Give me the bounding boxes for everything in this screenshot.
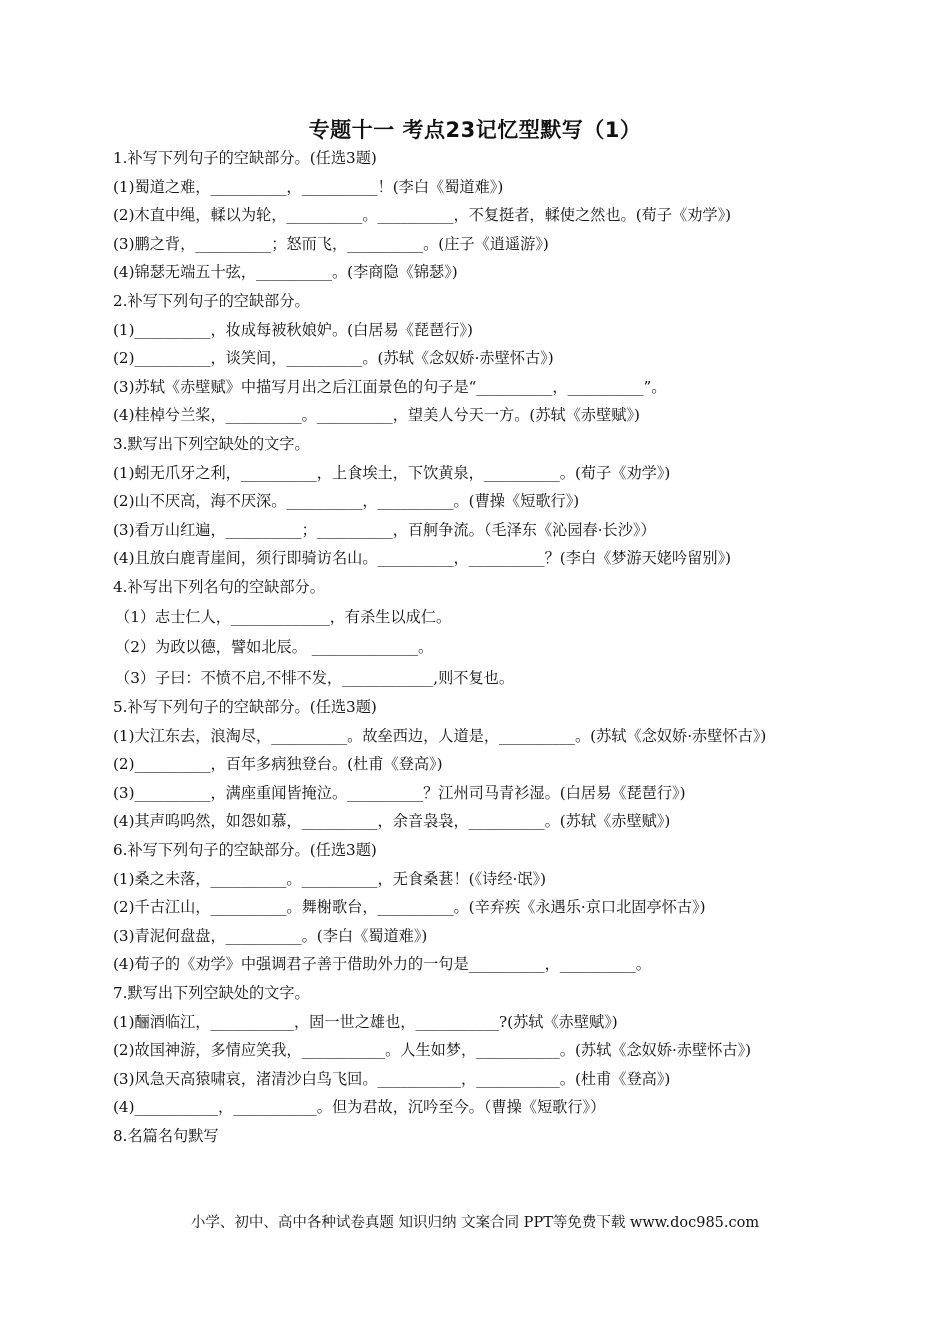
question-list — [113, 144, 843, 1151]
section-heading-3: 3.默写出下列空缺处的文字。 — [113, 434, 310, 453]
question-line: (2)故国神游，多情应笑我，___________。人生如梦，___________。(苏轼《念奴娇·赤壁怀古》) — [113, 1041, 752, 1060]
question-line: (2)__________，谈笑间，__________。(苏轼《念奴娇·赤壁怀古》) — [113, 349, 554, 368]
question-line: (2)__________，百年多病独登台。(杜甫《登高》) — [113, 755, 443, 774]
question-line: （1）志士仁人，_____________，有杀生以成仁。 — [115, 607, 452, 626]
question-line: (1)蜀道之难，__________，__________！(李白《蜀道难》) — [113, 177, 504, 196]
page-title: 专题十一 考点23记忆型默写（1） — [308, 118, 642, 142]
question-line: (1)蚓无爪牙之利，__________，上食埃土，下饮黄泉，__________。(荀子《劝学》) — [113, 463, 671, 482]
section-heading-5: 5.补写下列句子的空缺部分。(任选3题) — [113, 698, 377, 716]
footer-note: 小学、初中、高中各种试卷真题 知识归纳 文案合同 PPT等免费下载 www.doc985.com — [190, 1215, 760, 1231]
question-line: (1)__________，妆成每被秋娘妒。(白居易《琵琶行》) — [113, 320, 473, 339]
question-line: (4)锦瑟无端五十弦，__________。(李商隐《锦瑟》) — [113, 263, 458, 282]
question-line: (3)青泥何盘盘，__________。(李白《蜀道难》) — [113, 926, 428, 945]
question-line: （3）子曰：不愤不启,不悱不发，____________,则不复也。 — [115, 668, 515, 687]
question-line: (3)看万山红遍，__________；__________，百舸争流。（毛泽东《沁园春·长沙》） — [113, 520, 656, 539]
section-heading-4: 4.补写出下列名句的空缺部分。 — [113, 577, 325, 596]
section-heading-7: 7.默写出下列空缺处的文字。 — [113, 983, 310, 1002]
question-line: (1)大江东去，浪淘尽，__________。故垒西边，人道是，__________。(苏轼《念奴娇·赤壁怀古》) — [113, 726, 767, 745]
question-line: (3)风急天高猿啸哀，渚清沙白鸟飞回。___________，___________。(杜甫《登高》) — [113, 1069, 671, 1088]
question-line: (4)且放白鹿青崖间，须行即骑访名山。__________，__________？(李白《梦游天姥吟留别》) — [113, 549, 732, 568]
section-heading-2: 2.补写下列句子的空缺部分。 — [113, 291, 310, 310]
question-line: (2)木直中绳，輮以为轮，__________。__________，不复挺者，輮使之然也。(荀子《劝学》) — [113, 206, 732, 225]
question-line: (3)__________，满座重闻皆掩泣。__________？江州司马青衫湿。(白居易《琵琶行》) — [113, 783, 686, 802]
section-heading-8: 8.名篇名句默写 — [113, 1126, 219, 1145]
question-line: (1)桑之未落，__________。__________，无食桑葚！(《诗经·氓》) — [113, 869, 547, 888]
question-line: (3)苏轼《赤壁赋》中描写月出之后江面景色的句子是“__________，__________”。 — [113, 377, 667, 396]
question-line: (4)荀子的《劝学》中强调君子善于借助外力的一句是__________，__________。 — [113, 955, 651, 974]
question-line: （2）为政以德，譬如北辰。 ______________。 — [115, 638, 434, 656]
section-heading-1: 1.补写下列句子的空缺部分。(任选3题) — [113, 149, 377, 167]
question-line: (2)山不厌高，海不厌深。__________，__________。(曹操《短歌行》) — [113, 492, 580, 511]
question-line: (4)桂棹兮兰桨，__________。__________，望美人兮天一方。(苏轼《赤壁赋》) — [113, 406, 640, 425]
question-line: (4)___________，___________。但为君故，沉吟至今。（曹操《短歌行》） — [113, 1098, 606, 1117]
question-line: (1)酾酒临江，___________，固一世之雄也，___________?(苏轼《赤壁赋》) — [113, 1012, 618, 1031]
section-heading-6: 6.补写下列句子的空缺部分。(任选3题) — [113, 840, 377, 859]
question-line: (3)鹏之背，__________；怒而飞，__________。(庄子《逍遥游》) — [113, 234, 549, 253]
question-line: (4)其声呜呜然，如怨如慕，__________，余音袅袅，__________。(苏轼《赤壁赋》) — [113, 812, 671, 831]
question-line: (2)千古江山，__________。舞榭歌台，__________。(辛弃疾《永遇乐·京口北固亭怀古》) — [113, 898, 706, 917]
